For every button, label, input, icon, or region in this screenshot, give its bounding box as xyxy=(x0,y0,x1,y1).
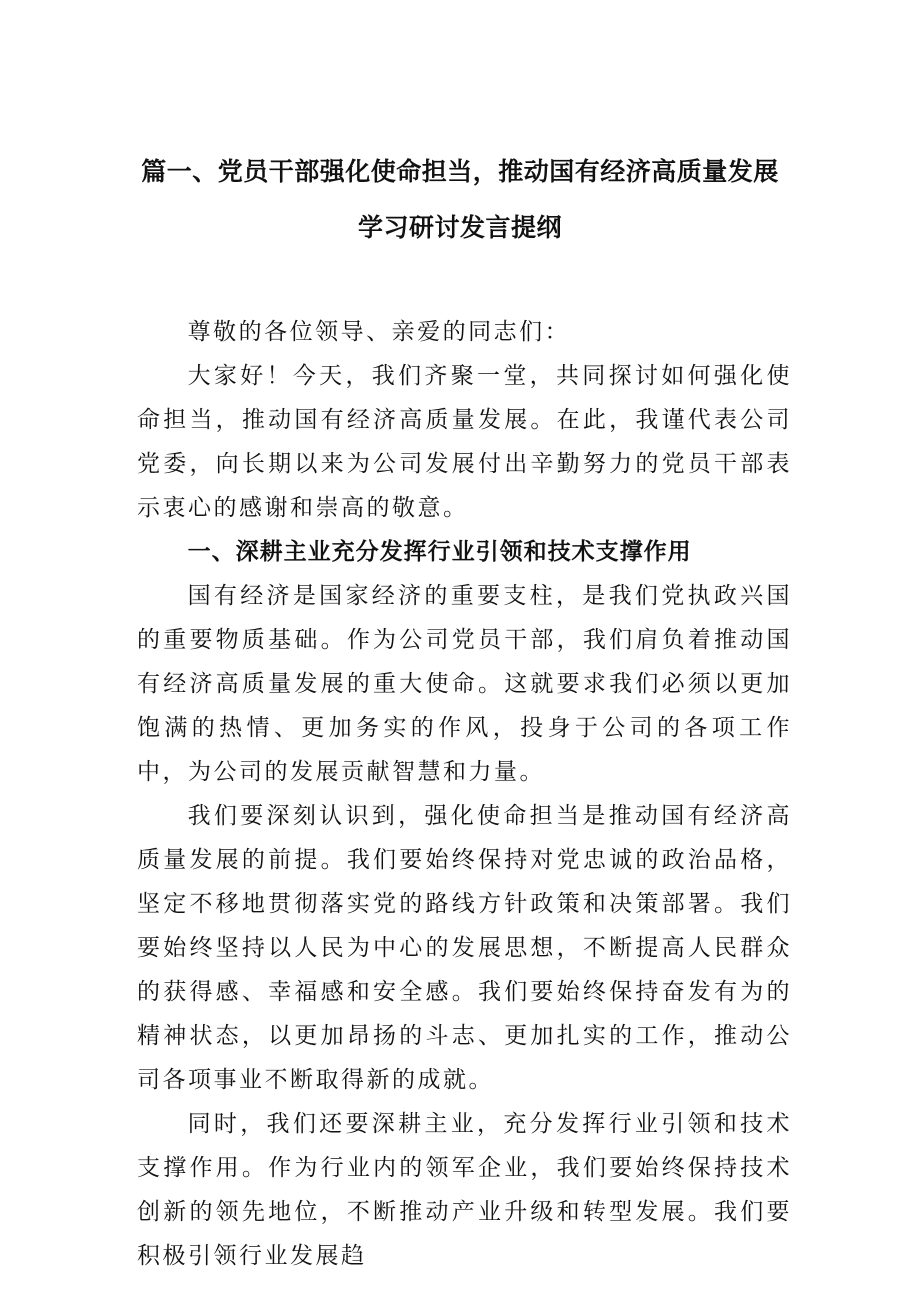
body-paragraph: 我们要深刻认识到，强化使命担当是推动国有经济高质量发展的前提。我们要始终保持对党忠诚的政治品格，坚定不移地贯彻落实党的路线方针政策和决策部署。我们要始终坚持以人民为中心的发展思想，不断提高人民群众的获得感、幸福感和安全感。我们要始终保持奋发有为的精神状态，以更加昂扬的斗志、更加扎实的工作，推动公司各项事业不断取得新的成就。 xyxy=(137,803,792,1093)
document-title-line-1: 篇一、党员干部强化使命担当，推动国有经济高质量发展 xyxy=(141,157,779,186)
document-body xyxy=(137,310,792,1278)
document-title-line-2: 学习研讨发言提纲 xyxy=(357,213,562,242)
intro-paragraph: 大家好！今天，我们齐聚一堂，共同探讨如何强化使命担当，推动国有经济高质量发展。在此，我谨代表公司党委，向长期以来为公司发展付出辛勤努力的党员干部表示衷心的感谢和崇高的敬意。 xyxy=(137,363,792,521)
salutation: 尊敬的各位领导、亲爱的同志们： xyxy=(187,319,571,345)
body-paragraph: 国有经济是国家经济的重要支柱，是我们党执政兴国的重要物质基础。作为公司党员干部，我们肩负着推动国有经济高质量发展的重大使命。这就要求我们必须以更加饱满的热情、更加务实的作风，投身于公司的各项工作中，为公司的发展贡献智慧和力量。 xyxy=(137,583,792,785)
body-paragraph: 同时，我们还要深耕主业，充分发挥行业引领和技术支撑作用。作为行业内的领军企业，我们要始终保持技术创新的领先地位，不断推动产业升级和转型发展。我们要积极引领行业发展趋 xyxy=(137,1111,792,1269)
section-heading: 一、深耕主业充分发挥行业引领和技术支撑作用 xyxy=(187,539,692,565)
